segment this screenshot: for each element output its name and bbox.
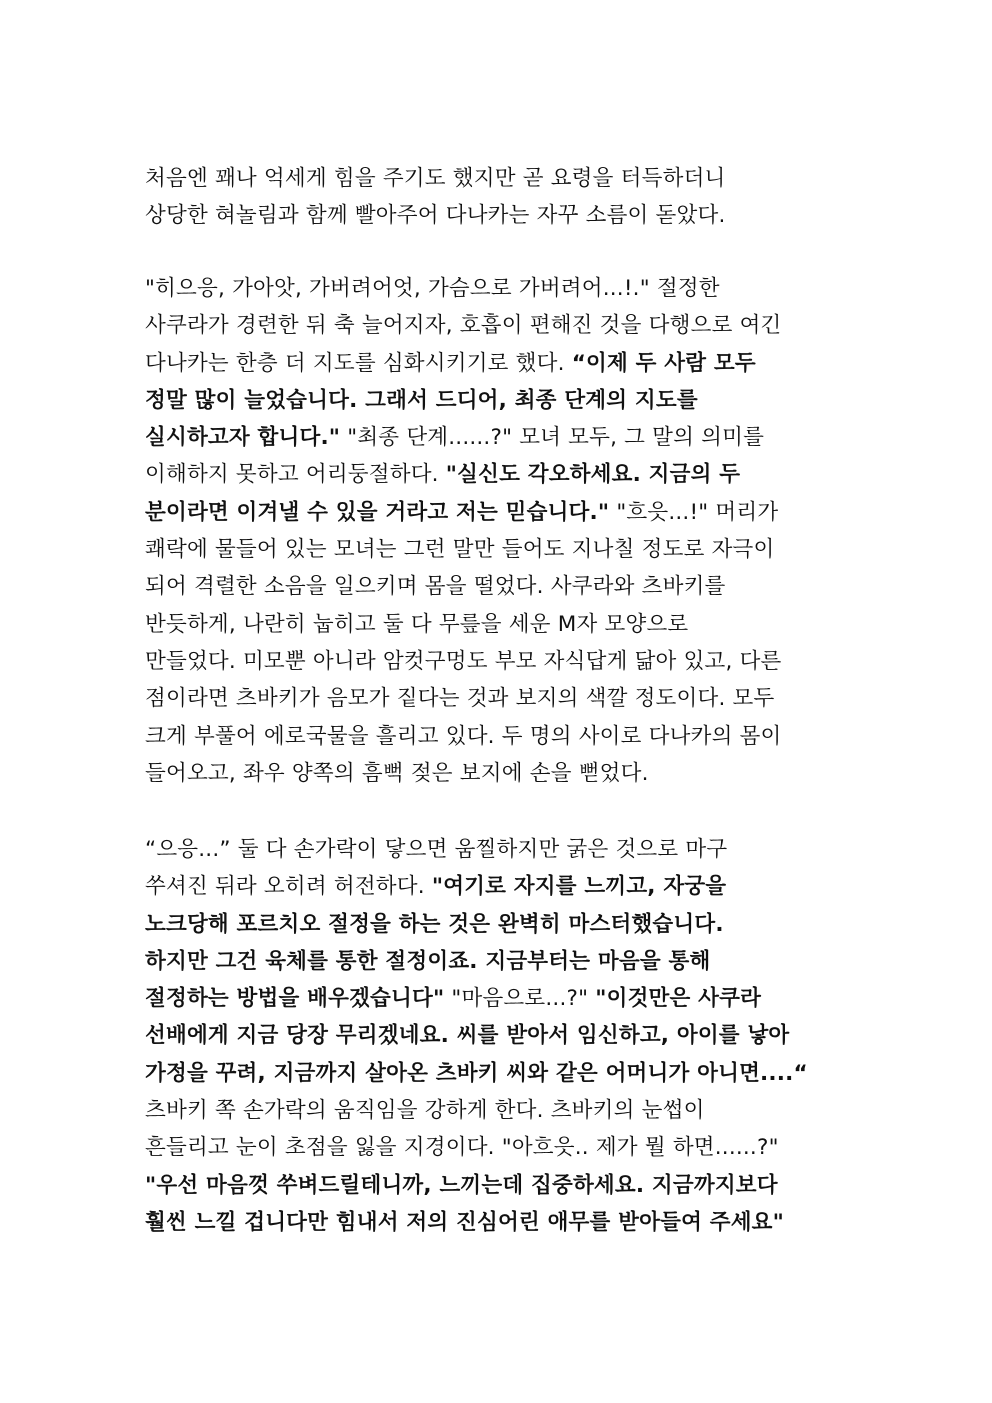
text-line — [145, 197, 865, 234]
text-run: 츠바키 쪽 손가락의 움직임을 강하게 한다. 츠바키의 눈썹이 — [145, 1098, 705, 1124]
bold-text-run: 훨씬 느낄 겁니다만 힘내서 저의 진심어린 애무를 받아들여 주세요" — [145, 1209, 785, 1235]
text-line — [145, 345, 865, 382]
bold-text-run: 실시하고자 합니다." — [145, 425, 341, 451]
text-line — [145, 456, 865, 493]
text-line — [145, 307, 865, 344]
bold-text-run: 선배에게 지금 당장 무리겠네요. 씨를 받아서 임신하고, 아이를 낳아 — [145, 1023, 790, 1049]
bold-text-run: 분이라면 이겨낼 수 있을 거라고 저는 믿습니다." — [145, 499, 610, 525]
text-run: 처음엔 꽤나 억세게 힘을 주기도 했지만 곧 요령을 터득하더니 — [145, 166, 726, 191]
text-run: 쾌락에 물들어 있는 모녀는 그런 말만 들어도 지나칠 정도로 자극이 — [145, 537, 775, 563]
text-run: “으응...” 둘 다 손가락이 닿으면 움찔하지만 굵은 것으로 마구 — [145, 837, 728, 862]
bold-text-run: “이제 두 사람 모두 — [571, 350, 756, 376]
text-line — [145, 868, 865, 905]
text-run: 만들었다. 미모뿐 아니라 암컷구멍도 부모 자식답게 닮아 있고, 다른 — [145, 648, 782, 674]
text-line — [145, 718, 865, 755]
text-line — [145, 382, 865, 419]
bold-text-run: 절정하는 방법을 배우겠습니다" — [145, 986, 445, 1012]
bold-text-run: "여기로 자지를 느끼고, 자궁을 — [431, 874, 727, 900]
text-run: 이해하지 못하고 어리둥절하다. — [145, 462, 446, 488]
bold-text-run: 노크당해 포르치오 절정을 하는 것은 완벽히 마스터했습니다. — [145, 911, 724, 937]
text-line — [145, 494, 865, 531]
text-line — [145, 419, 865, 456]
text-line — [145, 943, 865, 980]
text-line — [145, 980, 865, 1017]
text-line — [145, 906, 865, 943]
text-line — [145, 531, 865, 568]
text-line — [145, 643, 865, 680]
paragraph-2 — [145, 270, 865, 792]
text-run: 반듯하게, 나란히 눕히고 둘 다 무릎을 세운 M자 모양으로 — [145, 611, 689, 637]
bold-text-run: "우선 마음껏 쑤벼드릴테니까, 느끼는데 집중하세요. 지금까지보다 — [145, 1172, 778, 1198]
text-line — [145, 568, 865, 605]
bold-text-run: 가정을 꾸려, 지금까지 살아온 츠바키 씨와 같은 어머니가 아니면....“ — [145, 1060, 808, 1086]
bold-text-run: "이것만은 사쿠라 — [595, 986, 762, 1012]
text-run: 사쿠라가 경련한 뒤 축 늘어지자, 호흡이 편해진 것을 다행으로 여긴 — [145, 313, 782, 339]
text-run: "최종 단계......?" 모녀 모두, 그 말의 의미를 — [340, 425, 765, 451]
text-run: 다나카는 한층 더 지도를 심화시키기로 했다. — [145, 350, 572, 376]
text-run: 상당한 혀놀림과 함께 빨아주어 다나카는 자꾸 소름이 돋았다. — [145, 203, 726, 229]
paragraph-3 — [145, 831, 865, 1241]
text-line — [145, 1017, 865, 1054]
text-line — [145, 755, 865, 792]
text-line — [145, 680, 865, 717]
text-line — [145, 160, 865, 197]
paragraph-1 — [145, 160, 865, 235]
text-line — [145, 1167, 865, 1204]
text-line — [145, 1092, 865, 1129]
text-run: 흔들리고 눈이 초점을 잃을 지경이다. "아흐읏.. 제가 뭘 하면......?" — [145, 1135, 779, 1161]
bold-text-run: "실신도 각오하세요. 지금의 두 — [445, 462, 741, 488]
text-run: 쑤셔진 뒤라 오히려 허전하다. — [145, 874, 432, 900]
text-line — [145, 1204, 865, 1241]
text-run: "히으응, 가아앗, 가버려어엇, 가슴으로 가버려어...!." 절정한 — [145, 276, 720, 301]
text-line — [145, 606, 865, 643]
text-line — [145, 1129, 865, 1166]
text-run: 되어 격렬한 소음을 일으키며 몸을 떨었다. 사쿠라와 츠바키를 — [145, 574, 726, 600]
text-run: "흐읏...!" 머리가 — [609, 499, 779, 525]
bold-text-run: 정말 많이 늘었습니다. 그래서 드디어, 최종 단계의 지도를 — [145, 387, 698, 413]
bold-text-run: 하지만 그건 육체를 통한 절정이죠. 지금부터는 마음을 통해 — [145, 948, 711, 974]
text-line — [145, 831, 865, 868]
text-run: "마음으로...?" — [444, 986, 596, 1012]
text-line — [145, 270, 865, 307]
text-run: 점이라면 츠바키가 음모가 짙다는 것과 보지의 색깔 정도이다. 모두 — [145, 686, 775, 712]
text-run: 크게 부풀어 에로국물을 흘리고 있다. 두 명의 사이로 다나카의 몸이 — [145, 723, 782, 749]
text-line — [145, 1055, 865, 1092]
text-run: 들어오고, 좌우 양쪽의 흠뻑 젖은 보지에 손을 뻗었다. — [145, 760, 649, 786]
